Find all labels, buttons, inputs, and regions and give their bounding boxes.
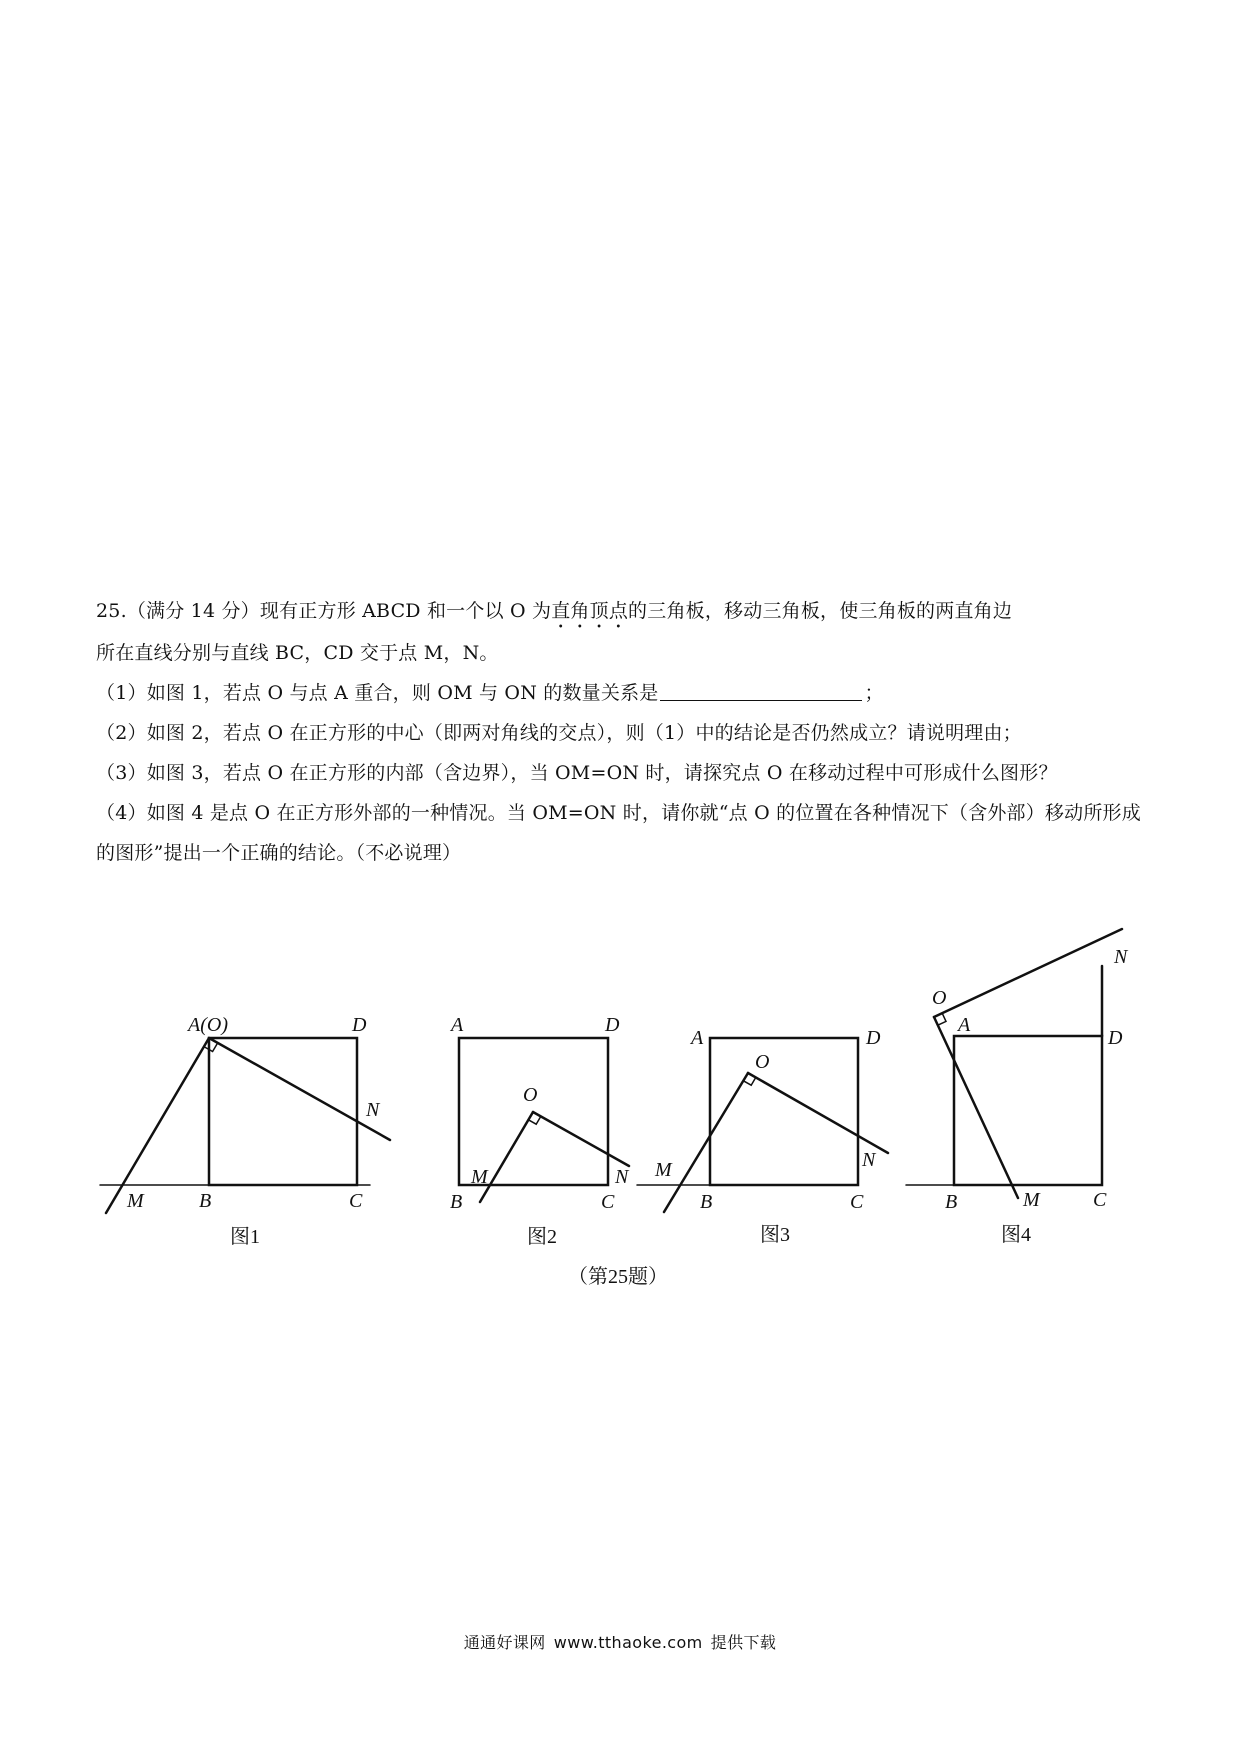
label-d: D	[866, 1027, 881, 1049]
label-m: M	[1023, 1189, 1040, 1211]
figure-3	[637, 1038, 888, 1212]
right-angle-side-on	[748, 1073, 888, 1153]
label-d: D	[352, 1014, 367, 1036]
caption-figure-1: 图1	[230, 1226, 260, 1248]
answer-blank	[660, 682, 862, 701]
footer-suffix: 提供下载	[710, 1633, 777, 1652]
right-angle-marker	[743, 1077, 755, 1085]
right-angle-side-on	[934, 929, 1122, 1017]
label-b: B	[700, 1191, 713, 1213]
label-n: N	[615, 1166, 629, 1188]
figure-4	[906, 929, 1122, 1198]
problem-score: （满分 14 分）	[126, 600, 260, 622]
label-o: O	[523, 1084, 538, 1106]
question-1	[96, 673, 1142, 713]
label-c: C	[1093, 1189, 1107, 1211]
label-n: N	[862, 1149, 876, 1171]
problem-stem-part-b: 的三角板，移动三角板，使三角板的两直角边	[628, 600, 1013, 622]
caption-figure-2: 图2	[527, 1226, 557, 1248]
label-a: A	[691, 1027, 704, 1049]
caption-figure-4: 图4	[1001, 1224, 1031, 1246]
label-c: C	[601, 1191, 615, 1213]
question-1-end: ；	[864, 682, 884, 704]
problem-25	[96, 591, 1142, 873]
label-m: M	[471, 1166, 488, 1188]
question-3: （3）如图 3，若点 O 在正方形的内部（含边界），当 OM=ON 时，请探究点 O 在移动过程中可形成什么图形？	[96, 762, 1058, 784]
problem-stem-line-2: 所在直线分别与直线 BC，CD 交于点 M，N。	[96, 642, 499, 664]
question-4: （4）如图 4 是点 O 在正方形外部的一种情况。当 OM=ON 时，请你就“点 O 的位置在各种情况下（含外部）移动所形成的图形”提出一个正确的结论。（不必说理）	[96, 802, 1141, 864]
label-d: D	[1108, 1027, 1123, 1049]
figure-2	[459, 1038, 629, 1202]
label-c: C	[349, 1190, 363, 1212]
square-abcd	[954, 1036, 1102, 1185]
footer-url: www.tthaoke.com	[553, 1633, 703, 1652]
problem-stem-part-a: 现有正方形 ABCD 和一个以 O 为	[259, 600, 552, 622]
right-angle-side-om	[664, 1073, 748, 1212]
square-abcd	[459, 1038, 608, 1185]
figure-1	[100, 1038, 390, 1213]
label-b: B	[199, 1190, 212, 1212]
right-angle-marker	[204, 1043, 218, 1052]
label-c: C	[850, 1191, 864, 1213]
right-angle-side-on	[533, 1112, 629, 1166]
label-n: N	[366, 1099, 380, 1121]
figure-4-labels	[932, 946, 1129, 1246]
label-o: O	[755, 1051, 770, 1073]
label-a: A	[958, 1014, 971, 1036]
right-angle-side-om	[106, 1038, 212, 1213]
right-angle-marker	[938, 1013, 946, 1025]
problem-number: 25.	[96, 600, 127, 622]
square-abcd	[710, 1038, 858, 1185]
question-2: （2）如图 2，若点 O 在正方形的中心（即两对角线的交点），则（1）中的结论是否仍然成立？请说明理由；	[96, 722, 1022, 744]
right-angle-side-om	[480, 1112, 533, 1202]
right-angle-side-on	[209, 1038, 390, 1140]
caption-figure-3: 图3	[760, 1224, 790, 1246]
figure-2-labels	[449, 1014, 630, 1248]
question-1-text: （1）如图 1，若点 O 与点 A 重合，则 OM 与 ON 的数量关系是	[96, 682, 659, 704]
label-b: B	[450, 1191, 463, 1213]
figures-group-caption: （第25题）	[568, 1266, 668, 1288]
label-m: M	[127, 1190, 144, 1212]
problem-stem-line-1	[96, 591, 1142, 633]
label-a: A	[451, 1014, 464, 1036]
label-b: B	[945, 1191, 958, 1213]
right-angle-side-om	[934, 1017, 1018, 1198]
figure-1-labels	[126, 1014, 381, 1248]
footer-site-name: 通通好课网	[463, 1633, 546, 1652]
square-abcd	[209, 1038, 357, 1185]
page-footer	[0, 1630, 1240, 1653]
figure-3-labels	[654, 1027, 881, 1246]
label-a-o: A(O)	[188, 1014, 228, 1036]
label-n: N	[1114, 946, 1128, 968]
label-d: D	[605, 1014, 620, 1036]
label-m: M	[655, 1159, 672, 1181]
right-angle-marker	[528, 1116, 540, 1124]
label-o: O	[932, 987, 947, 1009]
emphasized-term: 直角顶点	[551, 600, 629, 622]
